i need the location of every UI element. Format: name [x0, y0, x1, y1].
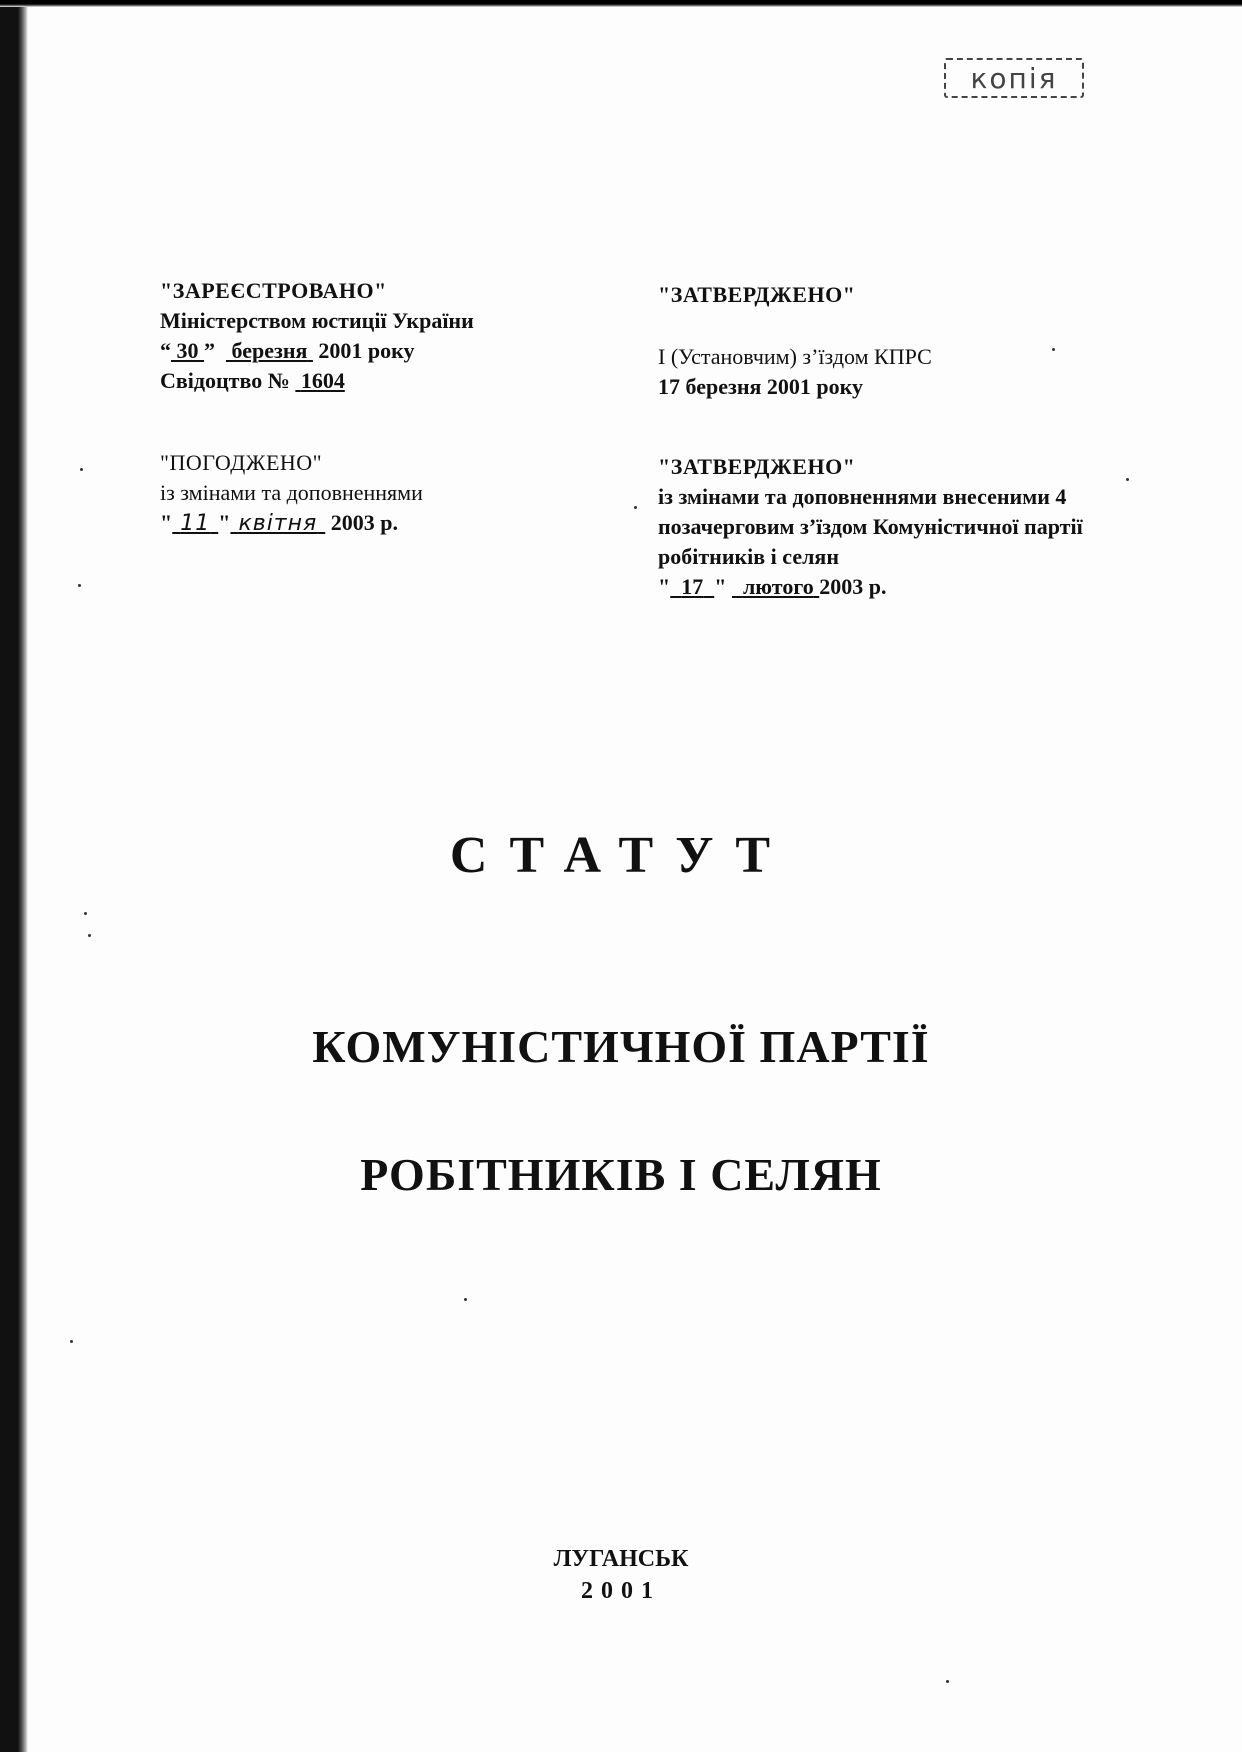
agreed-year: 2003 р.: [330, 510, 398, 535]
agreed-date-line: [160, 508, 423, 539]
scan-speck: [634, 506, 637, 509]
footer-year: 2001: [581, 1578, 661, 1604]
agreed-heading: "ПОГОДЖЕНО": [160, 450, 323, 475]
registered-heading: "ЗАРЕЄСТРОВАНО": [160, 278, 387, 303]
registered-date-day-value: 30: [176, 338, 199, 363]
copy-stamp: копія: [944, 58, 1084, 98]
registered-date-month-value: березня: [231, 338, 308, 363]
registered-date-year: 2001 року: [318, 338, 415, 363]
scan-speck: [88, 934, 91, 937]
registered-certificate-number-value: 1604: [300, 368, 345, 393]
registered-date-day: [171, 338, 204, 363]
approved-second-day: [670, 574, 714, 599]
scan-speck: [84, 912, 87, 915]
document-subtitle-line2: РОБІТНИКІВ І СЕЛЯН: [360, 1149, 882, 1200]
agreed-quote-open: ": [160, 510, 173, 535]
approved-second-month-value: лютого: [742, 574, 814, 599]
registered-certificate-label: Свідоцтво №: [160, 368, 290, 393]
scan-speck: [78, 584, 81, 587]
registered-date-open-quote: “: [160, 338, 171, 363]
scan-speck: [80, 468, 83, 471]
approved-second-block: [658, 452, 1083, 602]
approved-second-heading: "ЗАТВЕРДЖЕНО": [658, 454, 856, 479]
approved-second-date-line: [658, 572, 1083, 602]
document-title: СТАТУТ: [449, 827, 793, 884]
registered-ministry: Міністерством юстиції України: [160, 308, 474, 333]
footer-city: ЛУГАНСЬК: [553, 1546, 689, 1572]
registered-block: [160, 276, 474, 396]
registered-date-line: [160, 336, 474, 366]
scan-speck: [464, 1298, 467, 1301]
scan-speck: [1126, 478, 1129, 481]
registered-date-month: [226, 338, 313, 363]
approved-first-heading: "ЗАТВЕРДЖЕНО": [658, 282, 856, 307]
agreed-quote-close: ": [218, 510, 231, 535]
approved-second-line1: із змінами та доповненнями внесеними 4: [658, 484, 1067, 509]
approved-second-line2: позачерговим з’їздом Комуністичної партії: [658, 514, 1083, 539]
agreed-handwritten-day: [172, 511, 218, 536]
agreed-block: [160, 448, 423, 539]
registered-certificate-line: [160, 366, 474, 396]
agreed-handwritten-day-value: 11: [180, 511, 211, 536]
approved-first-spacer: [658, 310, 932, 342]
approved-second-quote-open: ": [658, 574, 671, 599]
scan-speck: [1052, 348, 1055, 351]
agreed-line1: із змінами та доповненнями: [160, 480, 423, 505]
approved-second-line3: робітників і селян: [658, 544, 840, 569]
approved-second-quote-close: ": [714, 574, 727, 599]
approved-second-day-value: 17: [681, 574, 704, 599]
approved-first-block: [658, 280, 932, 402]
agreed-handwritten-month: [230, 511, 325, 536]
approved-second-month: [732, 574, 819, 599]
scan-speck: [946, 1680, 949, 1683]
approved-first-line1: І (Установчим) з’їздом КПРС: [658, 344, 932, 369]
document-subtitle-line1: КОМУНІСТИЧНОЇ ПАРТІЇ: [312, 1021, 930, 1072]
registered-certificate-number: [295, 368, 345, 393]
scan-edge-top: [0, 0, 1242, 7]
agreed-handwritten-month-value: квітня: [238, 511, 318, 536]
approved-first-line2: 17 березня 2001 року: [658, 374, 863, 399]
scan-speck: [70, 1340, 73, 1343]
approved-second-year: 2003 р.: [819, 574, 887, 599]
registered-date-mid-quote: ”: [204, 338, 215, 363]
